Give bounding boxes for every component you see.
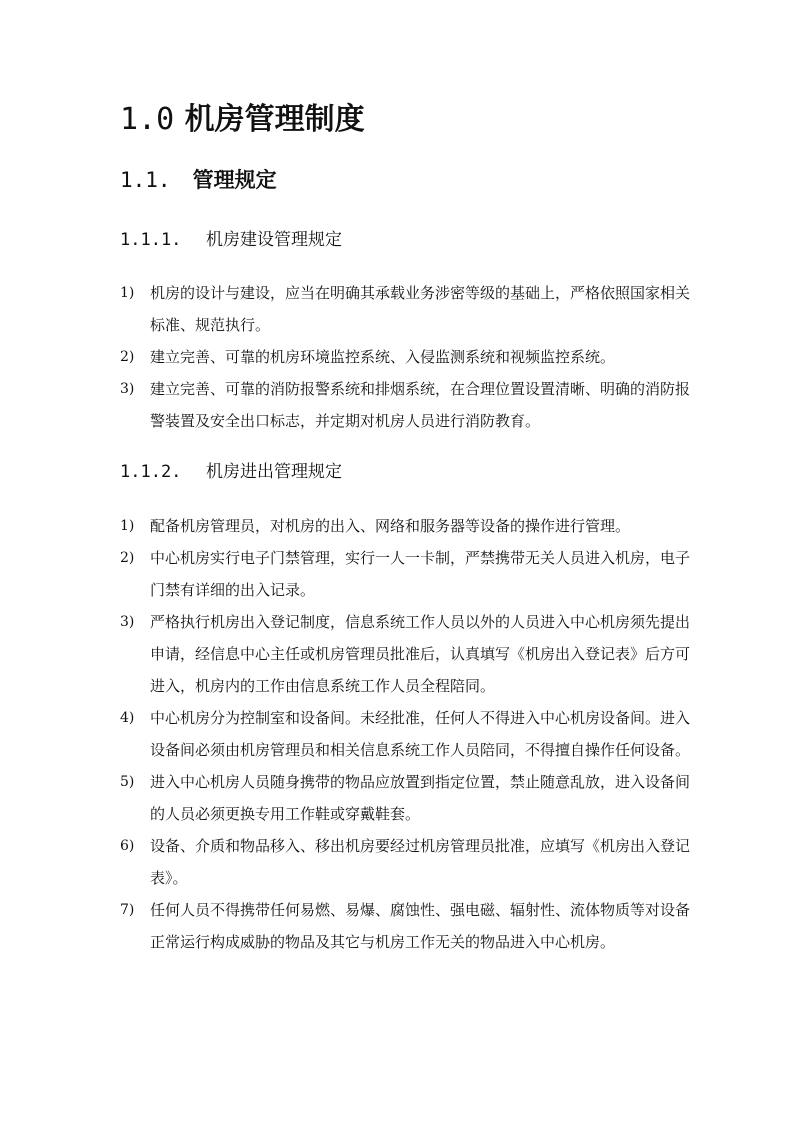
subsection-title: 机房进出管理规定 [206, 462, 342, 482]
list-item-text: 严格执行机房出入登记制度，信息系统工作人员以外的人员进入中心机房须先提出申请，经信息中心主任或机房管理员批准后，认真填写《机房出入登记表》后方可进入，机房内的工作由信息系统工作人员全程陪同。 [150, 613, 691, 695]
subsection-heading-building [120, 226, 342, 254]
list-item-text: 建立完善、可靠的机房环境监控系统、入侵监测系统和视频监控系统。 [150, 348, 616, 366]
list-item-text: 机房的设计与建设，应当在明确其承载业务涉密等级的基础上，严格依照国家相关标准、规范执行。 [150, 284, 691, 334]
list-item-text: 中心机房分为控制室和设备间。未经批准，任何人不得进入中心机房设备间。进入设备间必须由机房管理员和相关信息系统工作人员陪同，不得擅自操作任何设备。 [150, 709, 691, 759]
building-rules-list [120, 277, 690, 437]
list-item [120, 510, 690, 542]
document-title [120, 98, 365, 142]
list-marker: 4) [120, 710, 135, 726]
title-number: 1.0 [120, 102, 175, 137]
list-item-text: 中心机房实行电子门禁管理，实行一人一卡制，严禁携带无关人员进入机房，电子门禁有详细的出入记录。 [150, 549, 691, 599]
section-title: 管理规定 [192, 167, 277, 192]
list-item-text: 进入中心机房人员随身携带的物品应放置到指定位置，禁止随意乱放，进入设备间的人员必须更换专用工作鞋或穿戴鞋套。 [150, 773, 691, 823]
list-item-text: 配备机房管理员，对机房的出入、网络和服务器等设备的操作进行管理。 [150, 517, 631, 535]
list-item [120, 894, 690, 958]
list-item [120, 373, 690, 437]
list-marker: 1) [120, 285, 135, 301]
subsection-number: 1.1.1. [120, 230, 182, 250]
list-marker: 2) [120, 349, 135, 365]
subsection-heading-access [120, 458, 342, 486]
list-item [120, 277, 690, 341]
title-text: 机房管理制度 [184, 102, 365, 137]
list-item-text: 任何人员不得携带任何易燃、易爆、腐蚀性、强电磁、辐射性、流体物质等对设备正常运行构成威胁的物品及其它与机房工作无关的物品进入中心机房。 [150, 901, 691, 951]
section-number: 1.1. [120, 168, 171, 192]
list-item-text: 设备、介质和物品移入、移出机房要经过机房管理员批准，应填写《机房出入登记表》。 [150, 837, 691, 887]
list-item [120, 830, 690, 894]
list-marker: 5) [120, 774, 135, 790]
subsection-title: 机房建设管理规定 [206, 230, 342, 250]
list-marker: 1) [120, 518, 135, 534]
list-item [120, 606, 690, 702]
list-marker: 7) [120, 902, 135, 918]
section-heading [120, 164, 277, 196]
subsection-number: 1.1.2. [120, 462, 182, 482]
list-item [120, 341, 690, 373]
list-item [120, 542, 690, 606]
list-item [120, 766, 690, 830]
list-marker: 3) [120, 381, 135, 397]
list-item [120, 702, 690, 766]
list-marker: 6) [120, 838, 135, 854]
access-rules-list [120, 510, 690, 958]
list-marker: 2) [120, 550, 135, 566]
list-marker: 3) [120, 614, 135, 630]
list-item-text: 建立完善、可靠的消防报警系统和排烟系统，在合理位置设置清晰、明确的消防报警装置及安全出口标志，并定期对机房人员进行消防教育。 [150, 380, 691, 430]
